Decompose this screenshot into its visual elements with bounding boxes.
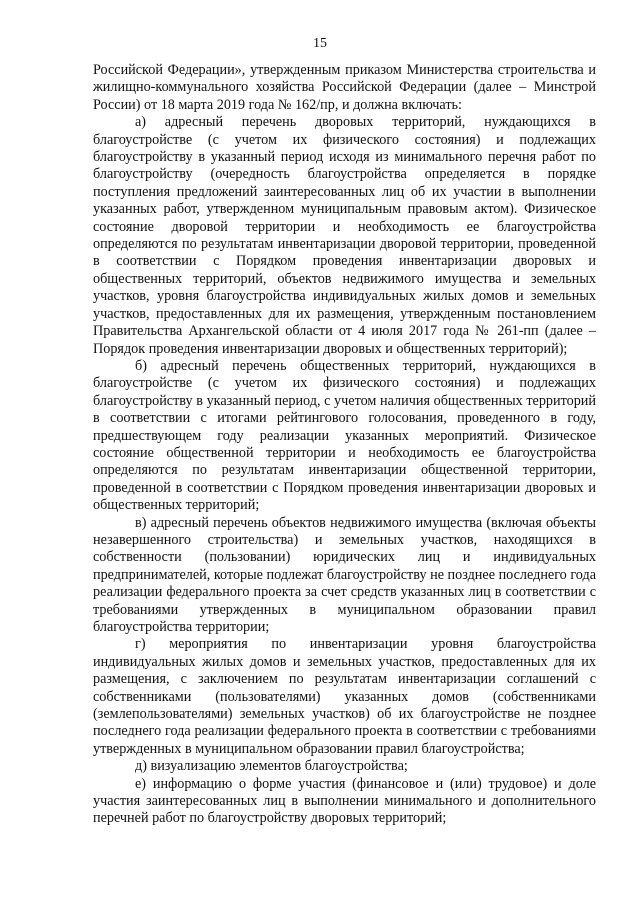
page-number: 15	[313, 36, 327, 51]
paragraph-d: д) визуализацию элементов благоустройства;	[135, 758, 408, 775]
paragraph-e: е) информацию о форме участия (финансовое и (или) трудовое) и доле участия заинтересованных лиц в выполнении минимального и дополнительного перечней работ по благоустройству дворовых территорий;	[93, 775, 596, 827]
paragraph-b: б) адресный перечень общественных территорий, нуждающихся в благоустройстве (с учетом их физического состояния) и подлежащих благоустройству в указанный период, с учетом наличия общественных территорий в соответствии с итогами рейтингового голосования, проведенного в году, предшествующем году реализации указанных мероприятий. Физическое состояние общественной территории и необходимость ее благоустройства определяются по результатам инвентаризации общественной территории, проведенной в соответствии с Порядком проведения инвентаризации дворовых и общественных территорий;	[93, 357, 596, 514]
document-body	[93, 62, 596, 828]
paragraph-g: г) мероприятия по инвентаризации уровня благоустройства индивидуальных жилых домов и земельных участков, предоставленных для их размещения, с заключением по результатам инвентаризации соглашений с собственниками (пользователями) указанных домов (собственниками (землепользователями) земельных участков) об их благоустройстве не позднее последнего года реализации федерального проекта в соответствии с требованиями утвержденных в муниципальном образовании правил благоустройства;	[93, 636, 596, 757]
paragraph-v: в) адресный перечень объектов недвижимого имущества (включая объекты незавершенного строительства) и земельных участков, находящихся в собственности (пользовании) юридических лиц и индивидуальных предпринимателей, которые подлежат благоустройству не позднее последнего года реализации федерального проекта за счет средств указанных лиц в соответствии с требованиями утвержденных в муниципальном образовании правил благоустройства территории;	[93, 514, 596, 635]
paragraph-a: а) адресный перечень дворовых территорий, нуждающихся в благоустройстве (с учетом их физического состояния) и подлежащих благоустройству в указанный период исходя из минимального перечня работ по благоустройству (очередность благоустройства определяется в порядке поступления предложений заинтересованных лиц об их участии в выполнении указанных работ, утвержденном муниципальным правовым актом). Физическое состояние дворовой территории и необходимость ее благоустройства определяются по результатам инвентаризации дворовой территории, проведенной в соответствии с Порядком проведения инвентаризации дворовых и общественных территорий, объектов недвижимого имущества и земельных участков, уровня благоустройства индивидуальных жилых домов и земельных участков, предоставленных для их размещения, утвержденным постановлением Правительства Архангельской области от 4 июля 2017 года № 261-пп (далее – Порядок проведения инвентаризации дворовых и общественных территорий);	[93, 114, 596, 357]
paragraph-intro: Российской Федерации», утвержденным приказом Министерства строительства и жилищно-коммунального хозяйства Российской Федерации (далее – Минстрой России) от 18 марта 2019 года № 162/пр, и должна включать:	[93, 62, 596, 113]
